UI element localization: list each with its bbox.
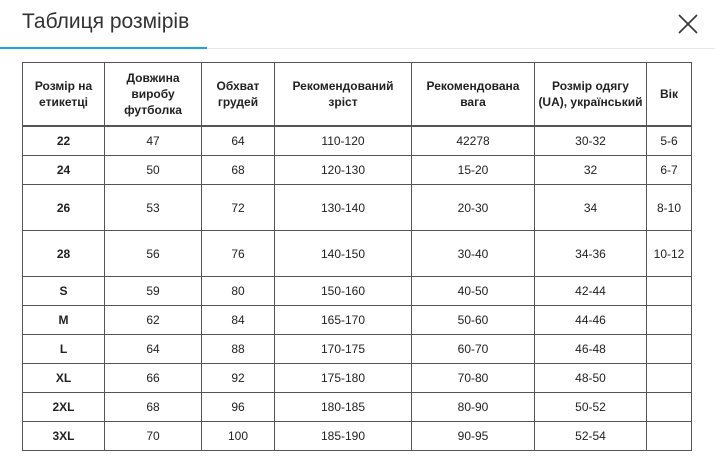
- cell-height: 185-190: [275, 422, 412, 451]
- cell-age: [647, 306, 692, 335]
- header-chest: Обхват грудей: [202, 63, 275, 126]
- cell-weight: 80-90: [412, 393, 535, 422]
- cell-height: 165-170: [275, 306, 412, 335]
- cell-age: [647, 364, 692, 393]
- cell-age: 5-6: [647, 127, 692, 156]
- cell-size: 24: [23, 156, 105, 185]
- cell-age: [647, 277, 692, 306]
- cell-age: 6-7: [647, 156, 692, 185]
- cell-height: 120-130: [275, 156, 412, 185]
- cell-size: XL: [23, 364, 105, 393]
- header-height: Рекомендований зріст: [275, 63, 412, 126]
- table-header-row: [23, 63, 692, 126]
- table-row: [23, 127, 692, 156]
- cell-chest: 80: [202, 277, 275, 306]
- cell-ua-size: 46-48: [535, 335, 647, 364]
- cell-size: 26: [23, 185, 105, 231]
- cell-size: 22: [23, 127, 105, 156]
- cell-ua-size: 50-52: [535, 393, 647, 422]
- cell-length: 70: [105, 422, 202, 451]
- table-row: [23, 306, 692, 335]
- table-row: [23, 231, 692, 277]
- cell-length: 64: [105, 335, 202, 364]
- header-label-size: Розмір на етикетці: [23, 63, 105, 126]
- table-row: [23, 156, 692, 185]
- cell-ua-size: 34: [535, 185, 647, 231]
- header-accent-underline: [0, 47, 207, 49]
- cell-weight: 42278: [412, 127, 535, 156]
- cell-chest: 88: [202, 335, 275, 364]
- cell-weight: 60-70: [412, 335, 535, 364]
- cell-ua-size: 48-50: [535, 364, 647, 393]
- cell-size: 3XL: [23, 422, 105, 451]
- header-age: Вік: [647, 63, 692, 126]
- cell-length: 53: [105, 185, 202, 231]
- cell-age: 10-12: [647, 231, 692, 277]
- table-row: [23, 185, 692, 231]
- cell-weight: 30-40: [412, 231, 535, 277]
- cell-height: 150-160: [275, 277, 412, 306]
- cell-age: [647, 393, 692, 422]
- cell-ua-size: 34-36: [535, 231, 647, 277]
- cell-height: 140-150: [275, 231, 412, 277]
- cell-ua-size: 52-54: [535, 422, 647, 451]
- table-row: [23, 277, 692, 306]
- cell-height: 170-175: [275, 335, 412, 364]
- cell-chest: 84: [202, 306, 275, 335]
- table-row: [23, 364, 692, 393]
- cell-size: 2XL: [23, 393, 105, 422]
- close-button[interactable]: [674, 10, 702, 38]
- cell-height: 130-140: [275, 185, 412, 231]
- cell-chest: 64: [202, 127, 275, 156]
- cell-weight: 90-95: [412, 422, 535, 451]
- cell-weight: 40-50: [412, 277, 535, 306]
- cell-chest: 68: [202, 156, 275, 185]
- header-weight: Рекомендована вага: [412, 63, 535, 126]
- cell-ua-size: 42-44: [535, 277, 647, 306]
- cell-length: 56: [105, 231, 202, 277]
- cell-ua-size: 30-32: [535, 127, 647, 156]
- cell-length: 68: [105, 393, 202, 422]
- cell-weight: 50-60: [412, 306, 535, 335]
- cell-size: 28: [23, 231, 105, 277]
- cell-chest: 72: [202, 185, 275, 231]
- table-row: [23, 422, 692, 451]
- cell-ua-size: 32: [535, 156, 647, 185]
- close-icon: [674, 10, 702, 38]
- cell-size: M: [23, 306, 105, 335]
- header-product-length: Довжина виробу футболка: [105, 63, 202, 126]
- cell-age: 8-10: [647, 185, 692, 231]
- cell-length: 62: [105, 306, 202, 335]
- table-row: [23, 393, 692, 422]
- cell-chest: 76: [202, 231, 275, 277]
- cell-chest: 96: [202, 393, 275, 422]
- cell-weight: 70-80: [412, 364, 535, 393]
- cell-length: 66: [105, 364, 202, 393]
- cell-weight: 20-30: [412, 185, 535, 231]
- cell-height: 175-180: [275, 364, 412, 393]
- cell-chest: 100: [202, 422, 275, 451]
- cell-size: L: [23, 335, 105, 364]
- size-table: [22, 62, 692, 451]
- dialog-title: Таблиця розмірів: [22, 10, 190, 33]
- cell-ua-size: 44-46: [535, 306, 647, 335]
- table-row: [23, 335, 692, 364]
- cell-height: 180-185: [275, 393, 412, 422]
- cell-chest: 92: [202, 364, 275, 393]
- cell-length: 50: [105, 156, 202, 185]
- cell-age: [647, 422, 692, 451]
- cell-age: [647, 335, 692, 364]
- cell-size: S: [23, 277, 105, 306]
- cell-weight: 15-20: [412, 156, 535, 185]
- cell-length: 59: [105, 277, 202, 306]
- cell-length: 47: [105, 127, 202, 156]
- header-ua-size: Розмір одягу (UA), український: [535, 63, 647, 126]
- cell-height: 110-120: [275, 127, 412, 156]
- dialog-header: [0, 0, 715, 50]
